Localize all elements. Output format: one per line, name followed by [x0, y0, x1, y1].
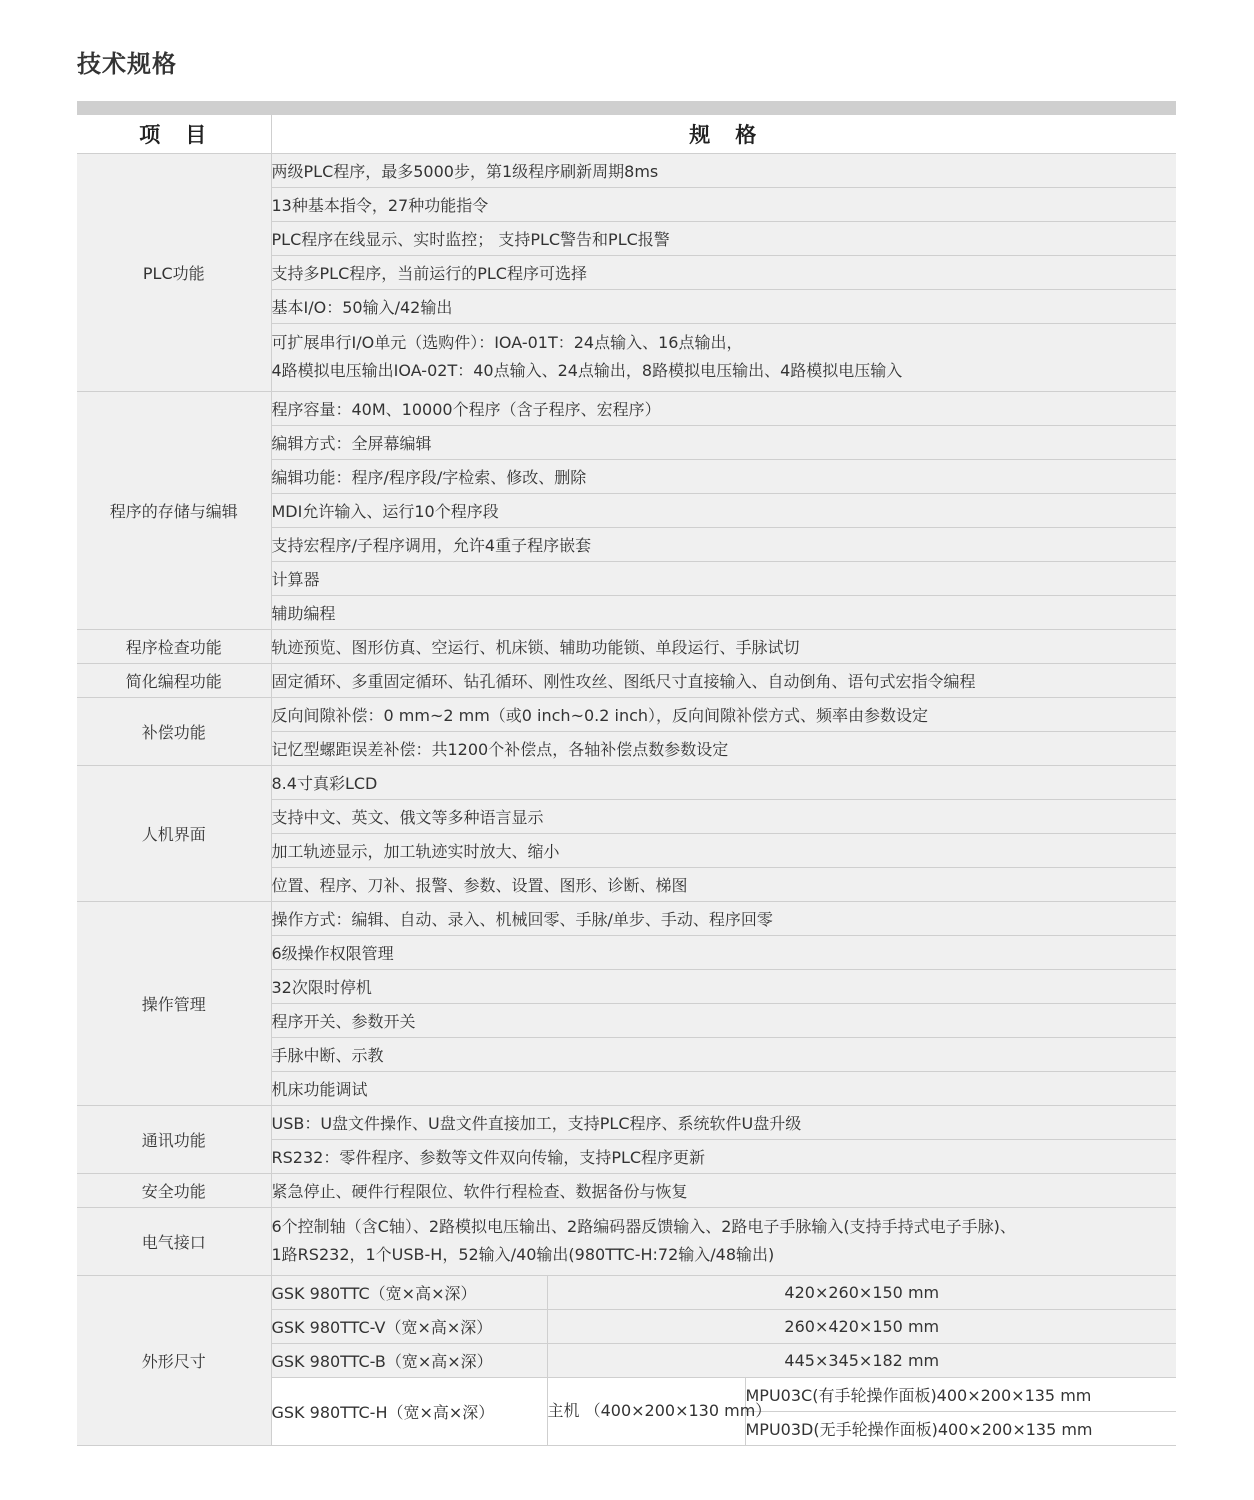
- spec-cell: [271, 1207, 1176, 1275]
- spec-cell: USB：U盘文件操作、U盘文件直接加工，支持PLC程序、系统软件U盘升级: [271, 1105, 1176, 1139]
- spec-cell: 13种基本指令，27种功能指令: [271, 187, 1176, 221]
- spec-line: 1路RS232，1个USB-H，52输入/40输出(980TTC-H:72输入/48输出): [271, 1245, 775, 1264]
- table-row: [77, 1173, 1176, 1207]
- page-title: 技术规格: [77, 50, 177, 78]
- spec-cell: 程序开关、参数开关: [271, 1003, 1176, 1037]
- dim-value: 260×420×150 mm: [547, 1309, 1176, 1343]
- spec-cell: 计算器: [271, 561, 1176, 595]
- table-row: [77, 1105, 1176, 1139]
- dim-model: GSK 980TTC-V（宽×高×深）: [271, 1309, 547, 1343]
- header-bar: [77, 101, 1176, 115]
- table-header-row: [77, 115, 1176, 153]
- spec-cell: [271, 323, 1176, 391]
- spec-cell: 编辑方式：全屏幕编辑: [271, 425, 1176, 459]
- category-dimensions: 外形尺寸: [77, 1275, 271, 1445]
- spec-cell: 手脉中断、示教: [271, 1037, 1176, 1071]
- spec-table: [77, 115, 1176, 1446]
- spec-line: 6个控制轴（含C轴）、2路模拟电压输出、2路编码器反馈输入、2路电子手脉输入(支持手持式电子手脉)、: [271, 1217, 1016, 1236]
- table-row: [77, 1275, 1176, 1309]
- dim-mpu03d: MPU03D(无手轮操作面板)400×200×135 mm: [745, 1411, 1176, 1445]
- table-row: [77, 629, 1176, 663]
- spec-cell: 紧急停止、硬件行程限位、软件行程检查、数据备份与恢复: [271, 1173, 1176, 1207]
- category-check: 程序检查功能: [77, 629, 271, 663]
- spec-cell: 支持多PLC程序，当前运行的PLC程序可选择: [271, 255, 1176, 289]
- category-electric: 电气接口: [77, 1207, 271, 1275]
- category-operation: 操作管理: [77, 901, 271, 1105]
- dim-mpu03c: MPU03C(有手轮操作面板)400×200×135 mm: [745, 1377, 1176, 1411]
- category-safety: 安全功能: [77, 1173, 271, 1207]
- category-storage: 程序的存储与编辑: [77, 391, 271, 629]
- table-row: [77, 765, 1176, 799]
- table-row: [77, 901, 1176, 935]
- category-plc: PLC功能: [77, 153, 271, 391]
- category-simplify: 简化编程功能: [77, 663, 271, 697]
- category-hmi: 人机界面: [77, 765, 271, 901]
- table-row: [77, 697, 1176, 731]
- header-spec: 规 格: [271, 115, 1176, 153]
- dim-value: 445×345×182 mm: [547, 1343, 1176, 1377]
- spec-cell: 位置、程序、刀补、报警、参数、设置、图形、诊断、梯图: [271, 867, 1176, 901]
- spec-cell: 机床功能调试: [271, 1071, 1176, 1105]
- dim-model: GSK 980TTC-B（宽×高×深）: [271, 1343, 547, 1377]
- spec-cell: 记忆型螺距误差补偿：共1200个补偿点，各轴补偿点数参数设定: [271, 731, 1176, 765]
- spec-cell: 8.4寸真彩LCD: [271, 765, 1176, 799]
- spec-line: 可扩展串行I/O单元（选购件）：IOA-01T：24点输入、16点输出，: [271, 333, 743, 352]
- spec-cell: 6级操作权限管理: [271, 935, 1176, 969]
- spec-cell: PLC程序在线显示、实时监控； 支持PLC警告和PLC报警: [271, 221, 1176, 255]
- host-label: 主机: [547, 1401, 580, 1420]
- spec-cell: 辅助编程: [271, 595, 1176, 629]
- table-row: [77, 1207, 1176, 1275]
- spec-cell: 编辑功能：程序/程序段/字检索、修改、删除: [271, 459, 1176, 493]
- spec-cell: 轨迹预览、图形仿真、空运行、机床锁、辅助功能锁、单段运行、手脉试切: [271, 629, 1176, 663]
- spec-cell: 程序容量：40M、10000个程序（含子程序、宏程序）: [271, 391, 1176, 425]
- dim-model: GSK 980TTC（宽×高×深）: [271, 1275, 547, 1309]
- spec-cell: 支持中文、英文、俄文等多种语言显示: [271, 799, 1176, 833]
- spec-cell: RS232：零件程序、参数等文件双向传输，支持PLC程序更新: [271, 1139, 1176, 1173]
- table-row: [77, 391, 1176, 425]
- spec-cell: MDI允许输入、运行10个程序段: [271, 493, 1176, 527]
- dim-value: 420×260×150 mm: [547, 1275, 1176, 1309]
- spec-cell: 固定循环、多重固定循环、钻孔循环、刚性攻丝、图纸尺寸直接输入、自动倒角、语句式宏指令编程: [271, 663, 1176, 697]
- host-size: （400×200×130 mm）: [584, 1401, 772, 1420]
- spec-cell: 两级PLC程序，最多5000步，第1级程序刷新周期8ms: [271, 153, 1176, 187]
- spec-cell: 支持宏程序/子程序调用，允许4重子程序嵌套: [271, 527, 1176, 561]
- spec-cell: 反向间隙补偿：0 mm~2 mm（或0 inch~0.2 inch），反向间隙补偿方式、频率由参数设定: [271, 697, 1176, 731]
- category-communication: 通讯功能: [77, 1105, 271, 1173]
- header-item: 项 目: [77, 115, 271, 153]
- category-compensation: 补偿功能: [77, 697, 271, 765]
- spec-cell: 加工轨迹显示，加工轨迹实时放大、缩小: [271, 833, 1176, 867]
- spec-cell: 32次限时停机: [271, 969, 1176, 1003]
- table-row: [77, 663, 1176, 697]
- dim-host: [547, 1377, 772, 1445]
- spec-cell: 基本I/O：50输入/42输出: [271, 289, 1176, 323]
- spec-cell: 操作方式：编辑、自动、录入、机械回零、手脉/单步、手动、程序回零: [271, 901, 1176, 935]
- spec-line: 4路模拟电压输出IOA-02T：40点输入、24点输出，8路模拟电压输出、4路模拟电压输入: [271, 361, 903, 380]
- table-row: [77, 153, 1176, 187]
- dim-model: GSK 980TTC-H（宽×高×深）: [271, 1377, 547, 1445]
